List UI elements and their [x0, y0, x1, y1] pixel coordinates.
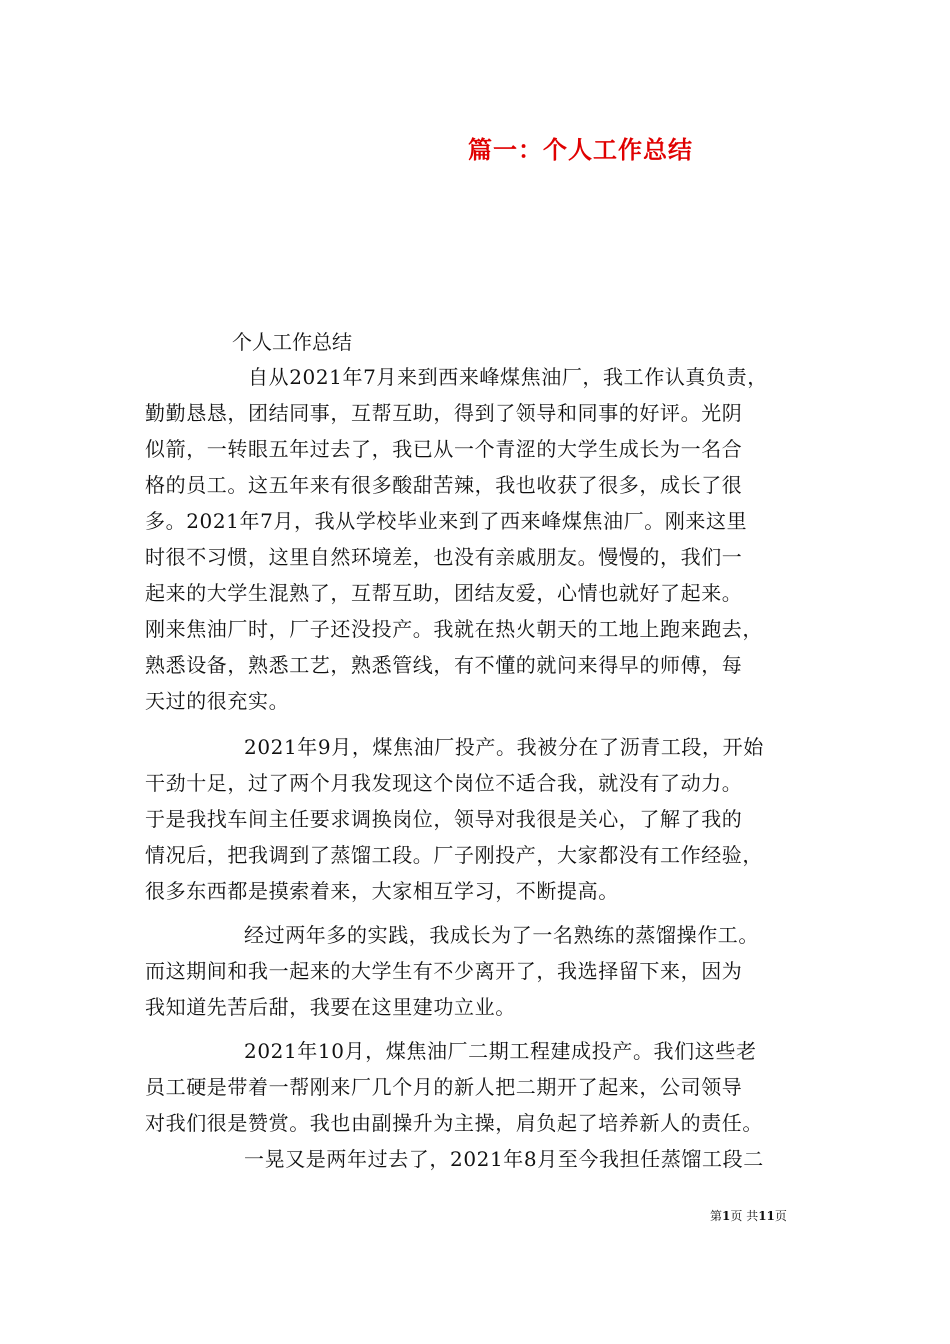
body-line: 很多东西都是摸索着来，大家相互学习，不断提高。: [145, 879, 619, 903]
body-line: 员工硬是带着一帮刚来厂几个月的新人把二期开了起来，公司领导: [145, 1075, 743, 1099]
body-line: 而这期间和我一起来的大学生有不少离开了，我选择留下来，因为: [145, 959, 743, 983]
body-line: 于是我找车间主任要求调换岗位，领导对我很是关心，了解了我的: [145, 807, 743, 831]
body-line: 多。2021年7月，我从学校毕业来到了西来峰煤焦油厂。刚来这里: [145, 509, 748, 533]
body-line: 一晃又是两年过去了，2021年8月至今我担任蒸馏工段二: [244, 1147, 764, 1171]
body-line: 我知道先苦后甜，我要在这里建功立业。: [145, 995, 516, 1019]
page-title: 篇一：个人工作总结: [468, 135, 693, 164]
body-line: 情况后，把我调到了蒸馏工段。厂子刚投产，大家都没有工作经验，: [145, 843, 763, 867]
body-line: 格的员工。这五年来有很多酸甜苦辣，我也收获了很多，成长了很: [145, 473, 743, 497]
footer-middle: 页 共: [730, 1209, 759, 1223]
document-subtitle: 个人工作总结: [232, 330, 352, 354]
footer-total-pages: 11: [758, 1209, 775, 1223]
body-line: 2021年10月，煤焦油厂二期工程建成投产。我们这些老: [244, 1039, 757, 1063]
body-line: 干劲十足，过了两个月我发现这个岗位不适合我，就没有了动力。: [145, 771, 743, 795]
body-line: 似箭，一转眼五年过去了，我已从一个青涩的大学生成长为一名合: [145, 437, 743, 461]
page-footer: [710, 1208, 787, 1224]
body-line: 自从2021年7月来到西来峰煤焦油厂，我工作认真负责，: [248, 365, 768, 389]
body-line: 对我们很是赞赏。我也由副操升为主操，肩负起了培养新人的责任。: [145, 1111, 763, 1135]
footer-suffix: 页: [774, 1209, 787, 1223]
body-line: 经过两年多的实践，我成长为了一名熟练的蒸馏操作工。: [244, 923, 759, 947]
body-line: 2021年9月，煤焦油厂投产。我被分在了沥青工段，开始: [244, 735, 764, 759]
body-line: 时很不习惯，这里自然环境差，也没有亲戚朋友。慢慢的，我们一: [145, 545, 743, 569]
footer-prefix: 第: [710, 1209, 723, 1223]
body-line: 天过的很充实。: [145, 689, 290, 713]
body-line: 熟悉设备，熟悉工艺，熟悉管线，有不懂的就问来得早的师傅，每: [145, 653, 743, 677]
footer-page-number: 1: [722, 1209, 731, 1223]
body-line: 起来的大学生混熟了，互帮互助，团结友爱，心情也就好了起来。: [145, 581, 743, 605]
body-line: 勤勤恳恳，团结同事，互帮互助，得到了领导和同事的好评。光阴: [145, 401, 743, 425]
body-line: 刚来焦油厂时，厂子还没投产。我就在热火朝天的工地上跑来跑去，: [145, 617, 763, 641]
